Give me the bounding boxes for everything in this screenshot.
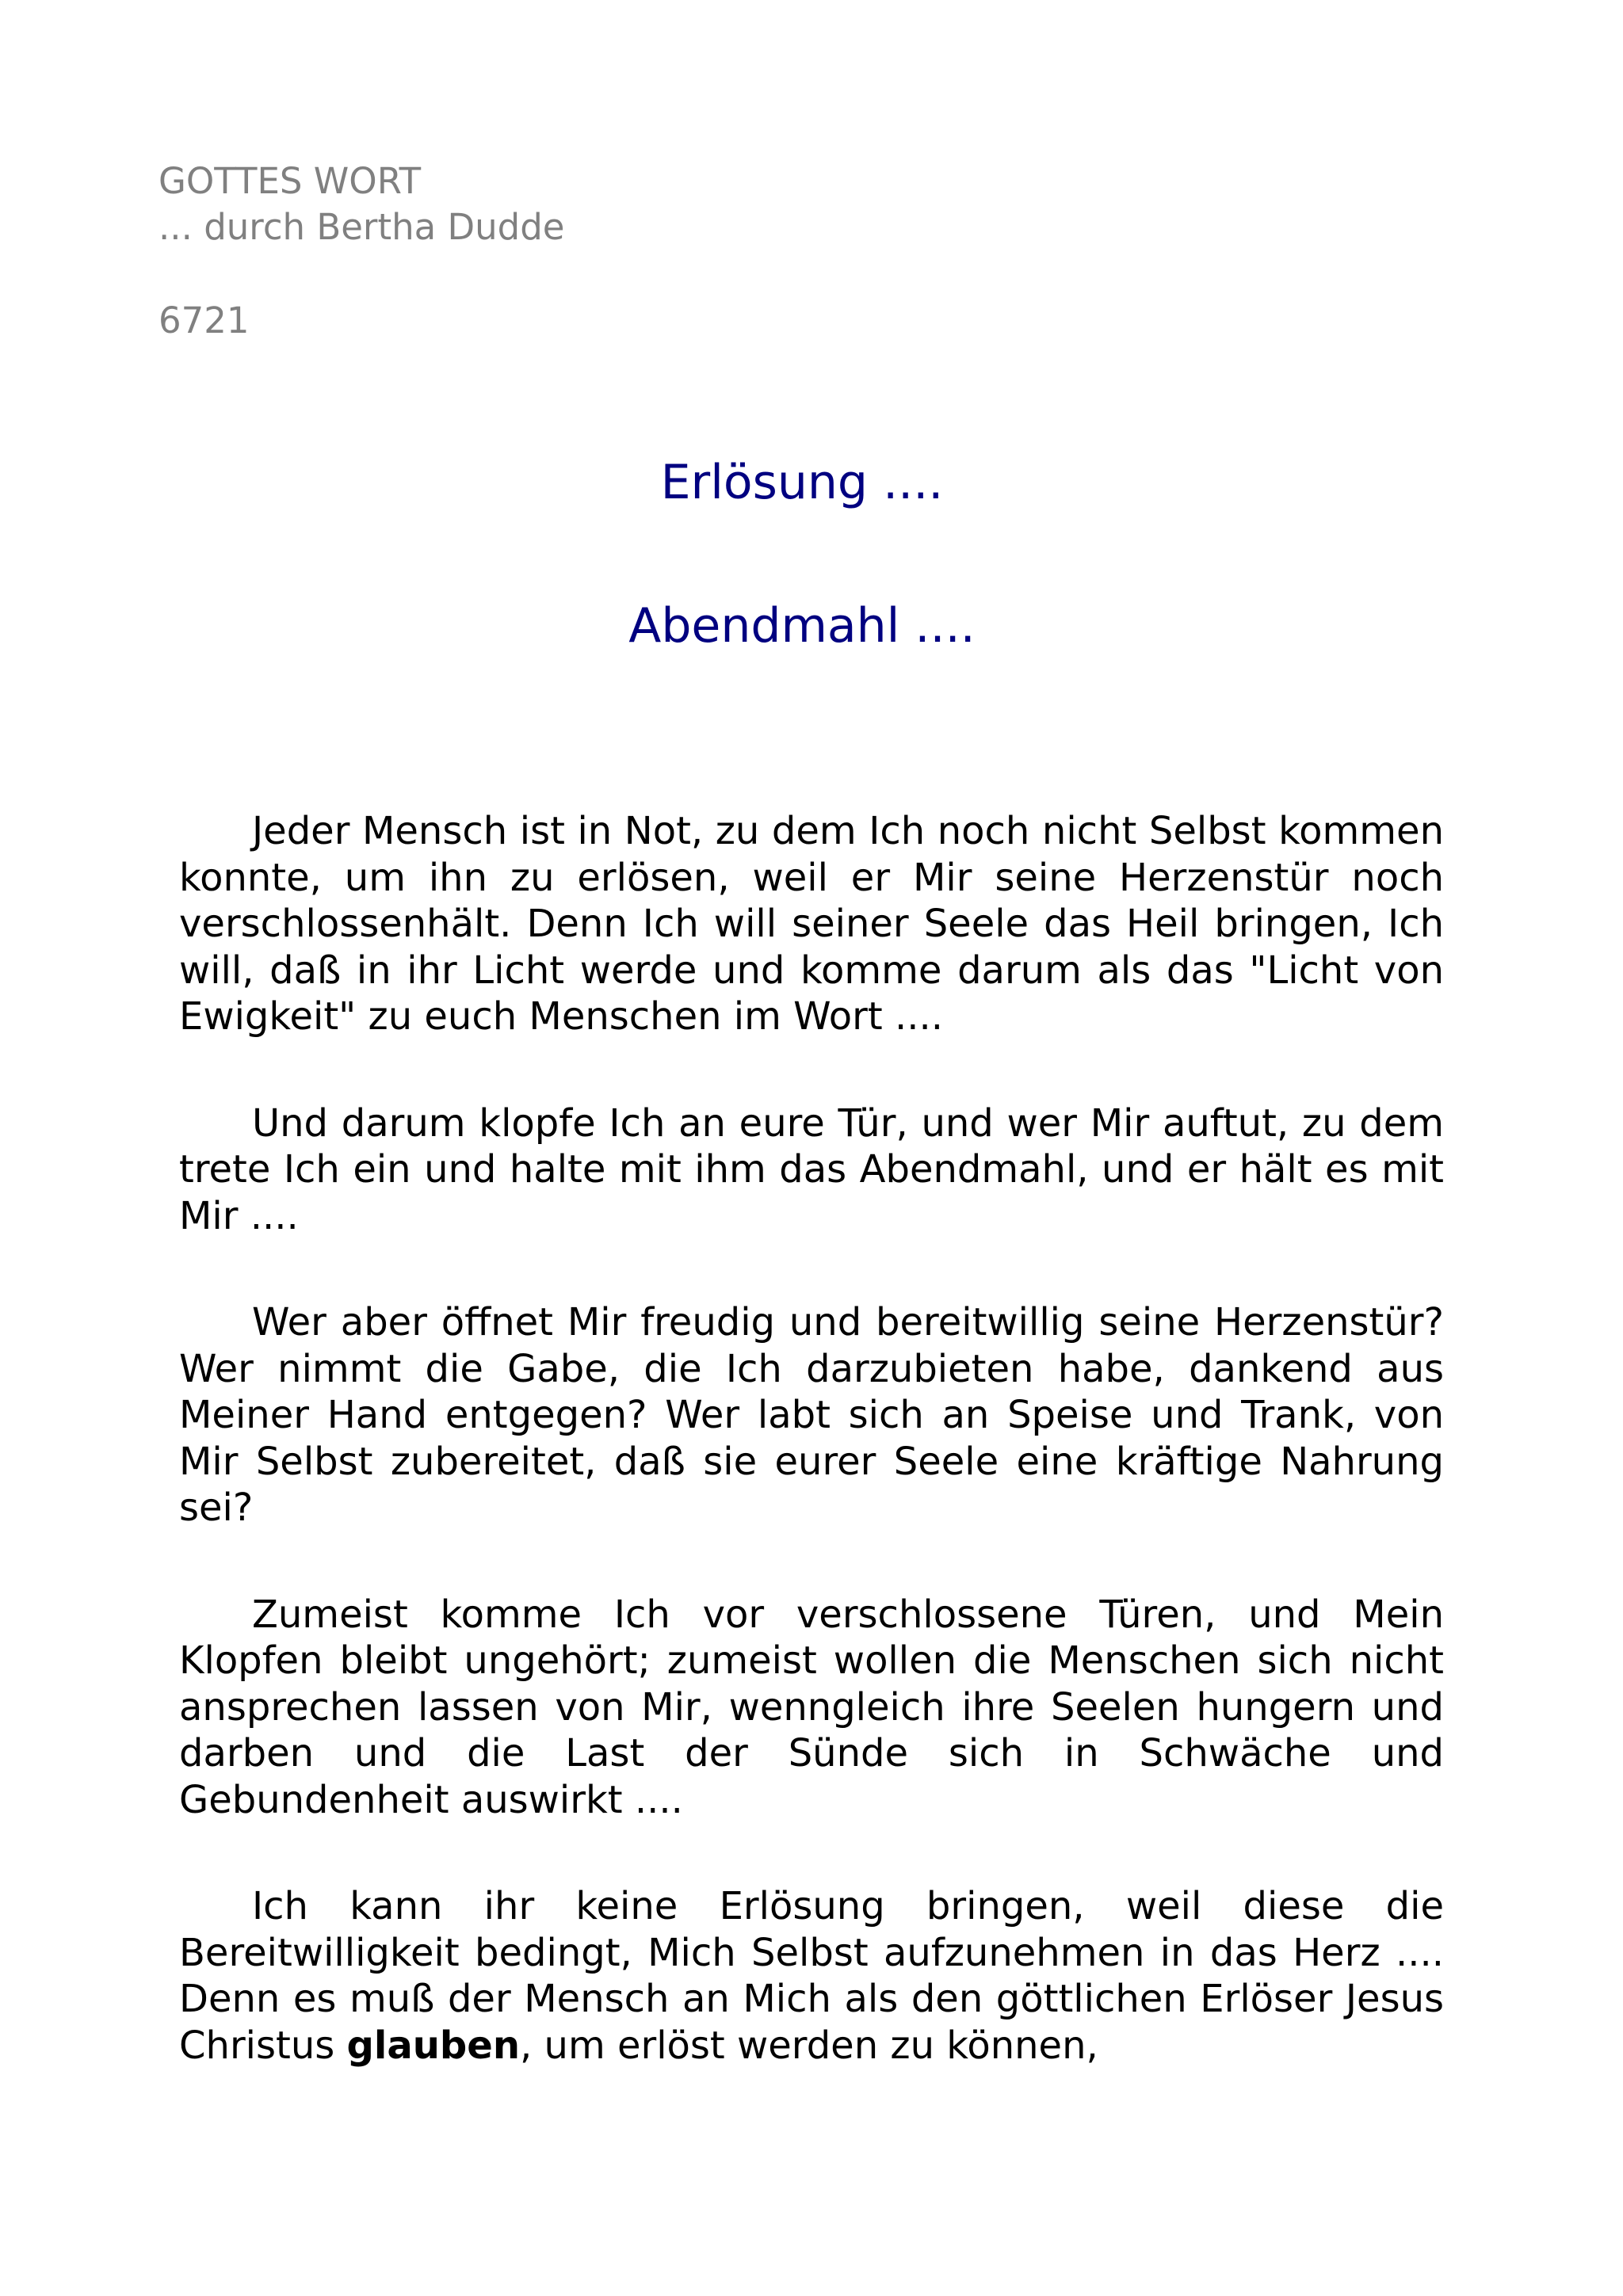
paragraph-5-text-end: , um erlöst werden zu können, bbox=[520, 2023, 1098, 2068]
header-title: GOTTES WORT bbox=[158, 160, 422, 202]
header-author: ... durch Bertha Dudde bbox=[158, 206, 565, 248]
paragraph-3: Wer aber öffnet Mir freudig und bereitwillig seine Herzenstür? Wer nimmt die Gabe, die Ich darzubieten habe, dankend aus Meiner Hand entgegen? Wer labt sich an Speise und Trank, von Mir Selbst zubereitet, daß sie eurer Seele eine kräftige Nahrung sei? bbox=[179, 1300, 1444, 1530]
main-title: Erlösung .... bbox=[660, 455, 944, 510]
document-number: 6721 bbox=[158, 299, 250, 341]
body-text bbox=[179, 808, 1444, 2069]
paragraph-5-text-start: Ich kann ihr keine Erlösung bringen, weil diese die Bereitwilligkeit bedingt, Mich Selbst aufzunehmen in das Herz .... Denn es muß der Mensch an Mich als den göttlichen Erlöser Jesus Christus bbox=[179, 1884, 1444, 2068]
paragraph-5 bbox=[179, 1883, 1444, 2069]
paragraph-2: Und darum klopfe Ich an eure Tür, und wer Mir auftut, zu dem trete Ich ein und halte mit ihm das Abendmahl, und er hält es mit Mir .... bbox=[179, 1100, 1444, 1238]
sub-title: Abendmahl .... bbox=[628, 598, 976, 654]
paragraph-4: Zumeist komme Ich vor verschlossene Türen, und Mein Klopfen bleibt ungehört; zumeist wollen die Menschen sich nicht ansprechen lassen von Mir, wenngleich ihre Seelen hungern und darben und die Last der Sünde sich in Schwäche und Gebundenheit auswirkt .... bbox=[179, 1592, 1444, 1822]
paragraph-5-bold-word: glauben bbox=[346, 2023, 520, 2068]
paragraph-1: Jeder Mensch ist in Not, zu dem Ich noch nicht Selbst kommen konnte, um ihn zu erlösen, weil er Mir seine Herzenstür noch verschlossenhält. Denn Ich will seiner Seele das Heil bringen, Ich will, daß in ihr Licht werde und komme darum als das "Licht von Ewigkeit" zu euch Menschen im Wort .... bbox=[179, 809, 1444, 1039]
document-header bbox=[158, 158, 564, 250]
